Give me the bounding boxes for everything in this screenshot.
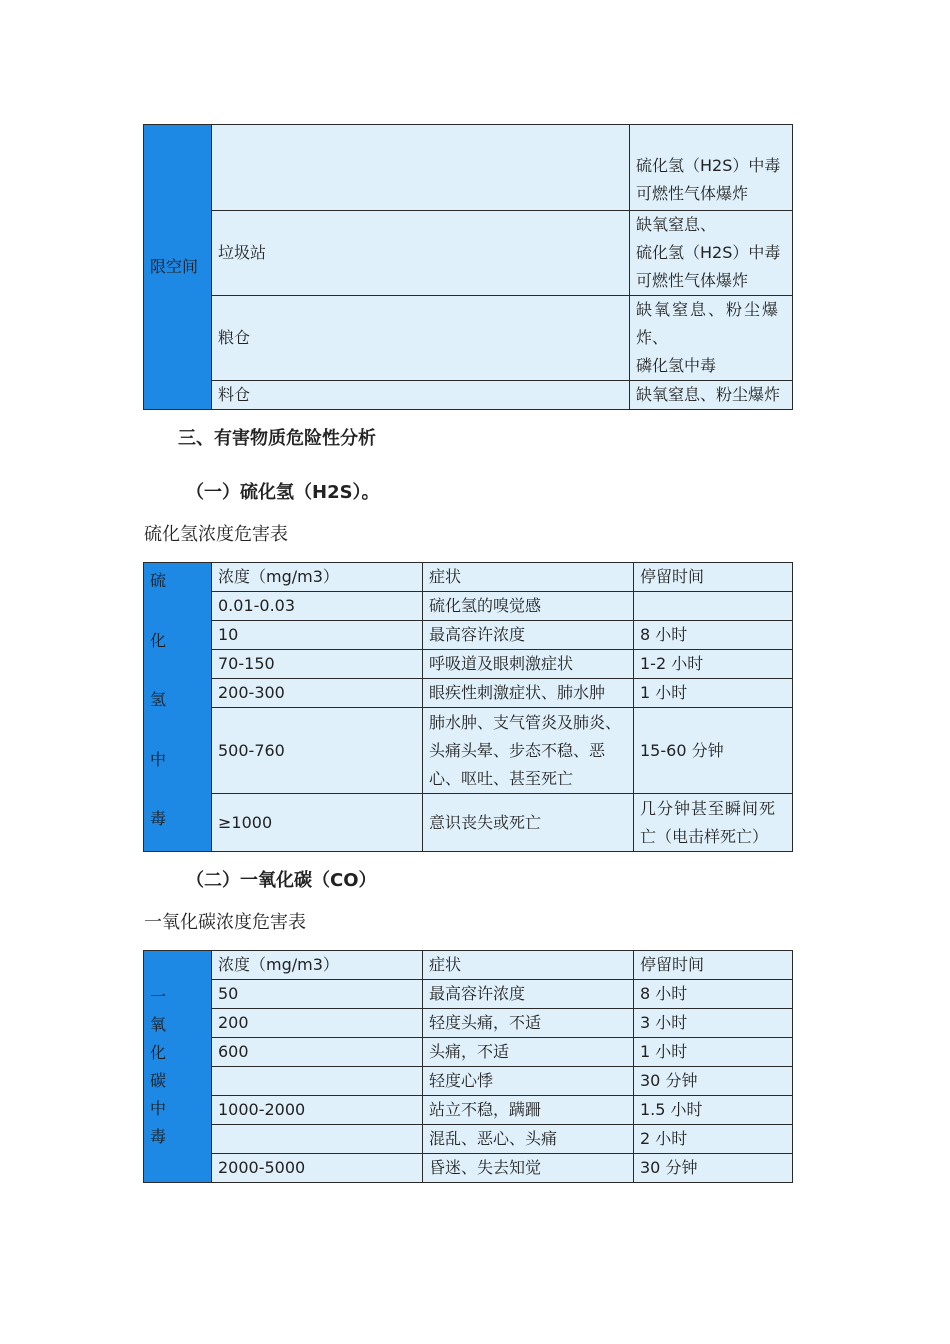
hazard-cell [630, 125, 793, 211]
time-cell: 30 分钟 [634, 1154, 793, 1183]
side-char: 一 [150, 986, 167, 1006]
time-cell [634, 592, 793, 621]
symptom-cell: 最高容许浓度 [423, 621, 634, 650]
conc-cell: ≥1000 [212, 794, 423, 852]
place-cell: 垃圾站 [212, 211, 630, 296]
conc-cell: 70-150 [212, 650, 423, 679]
side-char: 中 [150, 749, 167, 769]
side-char: 氧 [150, 1014, 167, 1034]
time-line: 几分钟甚至瞬间死 [640, 798, 777, 818]
col-header-symptom: 症状 [423, 951, 634, 980]
symptom-cell: 头痛，不适 [423, 1038, 634, 1067]
time-cell: 8 小时 [634, 980, 793, 1009]
time-cell: 1 小时 [634, 1038, 793, 1067]
side-label: 限空间 [144, 125, 212, 410]
col-header-concentration: 浓度（mg/m3） [212, 563, 423, 592]
side-char: 碳 [150, 1070, 167, 1090]
conc-cell: 10 [212, 621, 423, 650]
place-cell: 料仓 [212, 381, 630, 410]
co-side-label [144, 951, 212, 1183]
h2s-table [143, 562, 793, 852]
conc-cell: 0.01-0.03 [212, 592, 423, 621]
symptom-line: 肺水肿、支气管炎及肺炎、 [429, 712, 622, 732]
hazard-line: 可燃性气体爆炸 [636, 184, 749, 203]
place-cell: 粮仓 [212, 296, 630, 381]
col-header-concentration: 浓度（mg/m3） [212, 951, 423, 980]
conc-cell: 600 [212, 1038, 423, 1067]
time-cell: 1-2 小时 [634, 650, 793, 679]
conc-cell: 200-300 [212, 679, 423, 708]
hazard-line: 硫化氢（H2S）中毒 [636, 243, 781, 262]
symptom-cell: 眼疾性刺激症状、肺水肿 [423, 679, 634, 708]
time-cell: 2 小时 [634, 1125, 793, 1154]
side-char: 化 [150, 1042, 167, 1062]
hazard-line: 硫化氢（H2S）中毒 [636, 156, 781, 175]
hazard-line: 缺氧窒息、粉尘爆 [636, 300, 781, 319]
h2s-table-caption: 硫化氢浓度危害表 [144, 524, 288, 545]
conc-cell: 2000-5000 [212, 1154, 423, 1183]
col-header-duration: 停留时间 [634, 951, 793, 980]
symptom-cell: 混乱、恶心、头痛 [423, 1125, 634, 1154]
side-char: 毒 [150, 809, 167, 828]
co-table-caption: 一氧化碳浓度危害表 [144, 912, 306, 933]
symptom-cell: 意识丧失或死亡 [423, 794, 634, 852]
time-cell: 1 小时 [634, 679, 793, 708]
conc-cell: 500-760 [212, 708, 423, 794]
confined-space-table [143, 124, 793, 410]
symptom-cell: 轻度心悸 [423, 1067, 634, 1096]
symptom-cell: 轻度头痛，不适 [423, 1009, 634, 1038]
time-cell: 15-60 分钟 [634, 708, 793, 794]
symptom-line: 心、呕吐、甚至死亡 [429, 768, 574, 788]
conc-cell: 1000-2000 [212, 1096, 423, 1125]
co-table [143, 950, 793, 1183]
conc-cell [212, 1067, 423, 1096]
h2s-side-label [144, 563, 212, 852]
symptom-cell: 站立不稳，蹒跚 [423, 1096, 634, 1125]
hazard-line: 缺氧窒息、 [636, 215, 717, 234]
symptom-cell: 硫化氢的嗅觉感 [423, 592, 634, 621]
conc-cell [212, 1125, 423, 1154]
symptom-cell [423, 708, 634, 794]
side-char: 氢 [150, 690, 167, 709]
time-cell: 3 小时 [634, 1009, 793, 1038]
hazard-line: 炸、 [636, 328, 669, 347]
side-char: 中 [150, 1098, 167, 1118]
time-cell: 8 小时 [634, 621, 793, 650]
symptom-cell: 最高容许浓度 [423, 980, 634, 1009]
time-cell: 30 分钟 [634, 1067, 793, 1096]
conc-cell: 200 [212, 1009, 423, 1038]
symptom-cell: 呼吸道及眼刺激症状 [423, 650, 634, 679]
hazard-line: 磷化氢中毒 [636, 356, 717, 375]
hazard-line: 可燃性气体爆炸 [636, 271, 749, 290]
side-char: 硫 [150, 571, 167, 590]
time-line: 亡（电击样死亡） [640, 826, 769, 846]
hazard-cell: 缺氧窒息、粉尘爆炸 [630, 381, 793, 410]
col-header-symptom: 症状 [423, 563, 634, 592]
time-cell [634, 794, 793, 852]
section-heading: 三、有害物质危险性分析 [178, 428, 376, 449]
time-cell: 1.5 小时 [634, 1096, 793, 1125]
hazard-cell [630, 296, 793, 381]
conc-cell: 50 [212, 980, 423, 1009]
symptom-cell: 昏迷、失去知觉 [423, 1154, 634, 1183]
side-char: 毒 [150, 1126, 167, 1146]
hazard-cell [630, 211, 793, 296]
co-heading: （二）一氧化碳（CO） [186, 870, 377, 891]
symptom-line: 头痛头晕、步态不稳、恶 [429, 740, 606, 760]
col-header-duration: 停留时间 [634, 563, 793, 592]
side-char: 化 [150, 630, 167, 650]
place-cell [212, 125, 630, 211]
h2s-heading: （一）硫化氢（H2S）。 [186, 482, 380, 503]
